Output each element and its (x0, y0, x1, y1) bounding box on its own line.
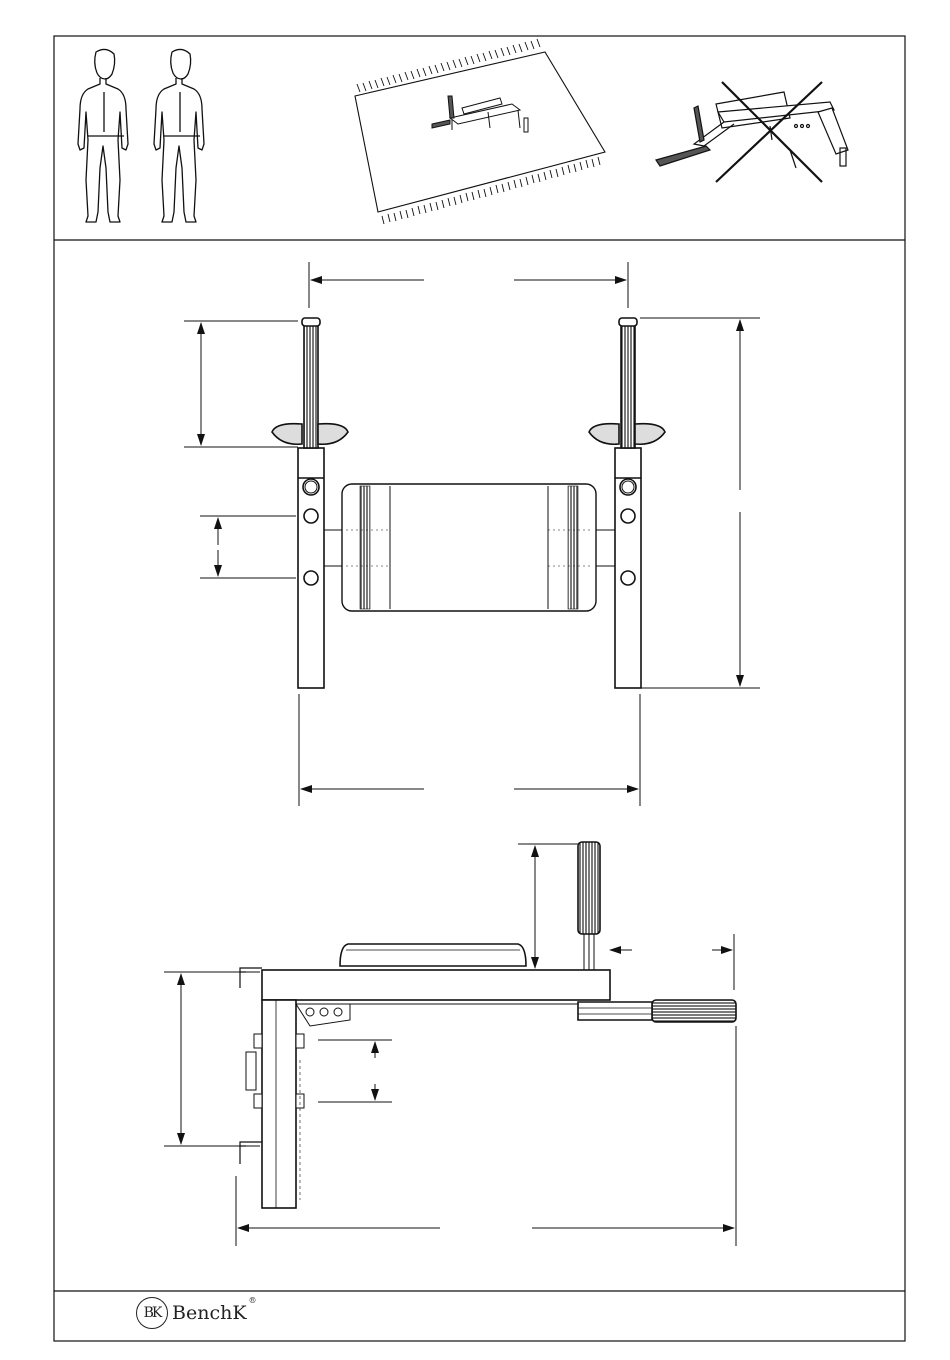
side-hole-dimension (318, 1040, 392, 1102)
two-men-icon (78, 49, 204, 222)
hole-spacing-dimension (200, 516, 296, 578)
top-width-dimension (309, 262, 628, 308)
registered-mark: ® (248, 1296, 257, 1305)
brand-name (172, 1296, 257, 1324)
crossed-out-bench-icon (656, 82, 848, 182)
handle-rise-dimension (518, 844, 578, 968)
front-view (184, 262, 760, 806)
side-length-dimension (236, 1026, 736, 1246)
brand-logo (136, 1296, 257, 1330)
total-height-dimension (640, 318, 760, 688)
brand-monogram: BK (136, 1297, 168, 1329)
bench-on-rug-icon (355, 39, 605, 224)
overhang-dimension (610, 934, 734, 990)
brand-name-text: BenchK (172, 1302, 247, 1324)
page-frame (54, 36, 905, 1341)
bottom-width-dimension (299, 694, 640, 806)
side-view (164, 842, 736, 1246)
